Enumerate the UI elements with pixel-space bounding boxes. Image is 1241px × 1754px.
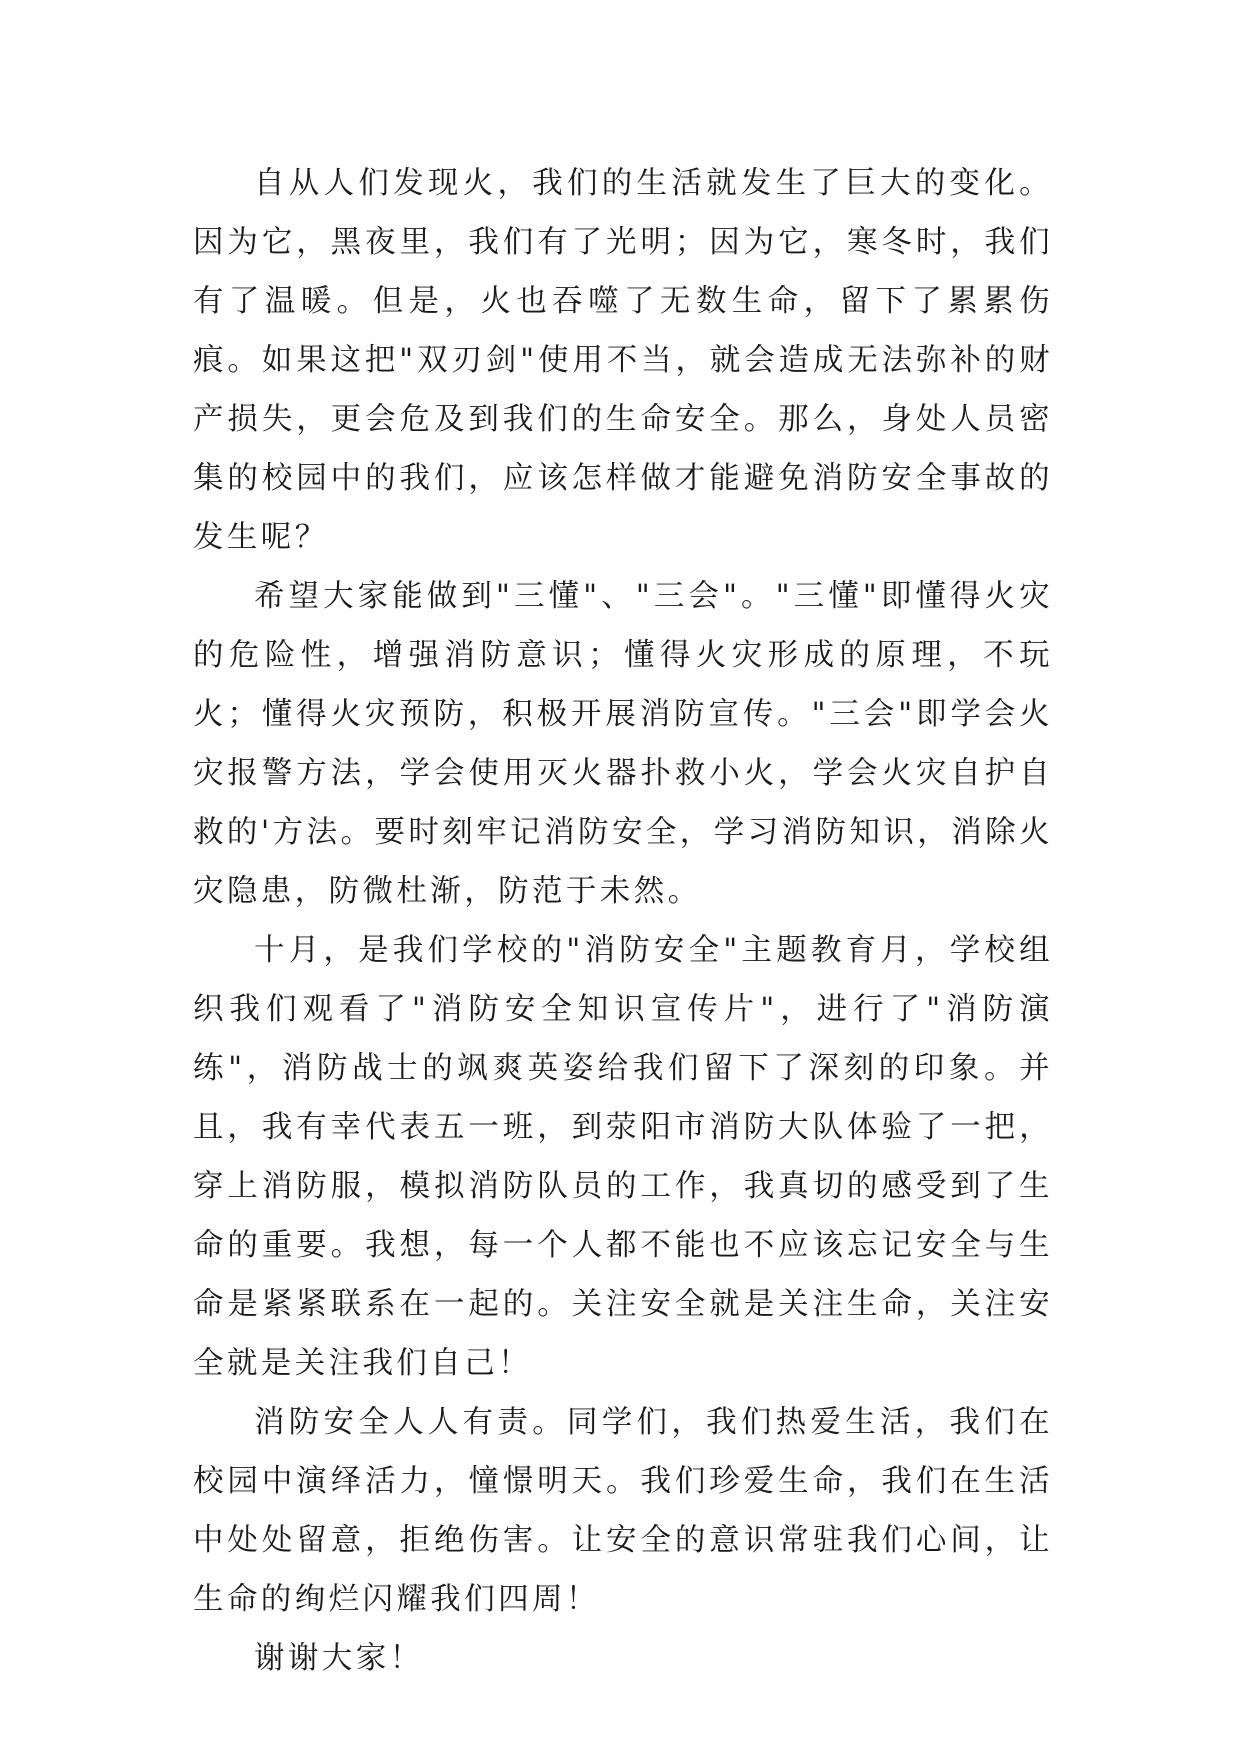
paragraph-intro: 自从人们发现火，我们的生活就发生了巨大的变化。因为它，黑夜里，我们有了光明；因为它，寒冬时，我们有了温暖。但是，火也吞噬了无数生命，留下了累累伤痕。如果这把"双刃剑"使用不当，就会造成无法弥补的财产损失，更会危及到我们的生命安全。那么，身处人员密集的校园中的我们，应该怎样做才能避免消防安全事故的发生呢？: [193, 166, 1053, 555]
paragraph-responsibility: 消防安全人人有责。同学们，我们热爱生活，我们在校园中演绎活力，憧憬明天。我们珍爱生命，我们在生活中处处留意，拒绝伤害。让安全的意识常驻我们心间，让生命的绚烂闪耀我们四周！: [193, 1405, 1053, 1617]
paragraph-october-fire-safety-month: 十月，是我们学校的"消防安全"主题教育月，学校组织我们观看了"消防安全知识宣传片"，进行了"消防演练"，消防战士的飒爽英姿给我们留下了深刻的印象。并且，我有幸代表五一班，到荥阳市消防大队体验了一把，穿上消防服，模拟消防队员的工作，我真切的感受到了生命的重要。我想，每一个人都不能也不应该忘记安全与生命是紧紧联系在一起的。关注安全就是关注生命，关注安全就是关注我们自己！: [193, 933, 1053, 1381]
paragraph-three-knows-three-cans: 希望大家能做到"三懂"、"三会"。"三懂"即懂得火灾的危险性，增强消防意识；懂得火灾形成的原理，不玩火；懂得火灾预防，积极开展消防宣传。"三会"即学会火灾报警方法，学会使用灭火器扑救小火，学会火灾自护自救的'方法。要时刻牢记消防安全，学习消防知识，消除火灾隐患，防微杜渐，防范于未然。: [193, 579, 1053, 909]
document-body: [193, 154, 1053, 1688]
paragraph-thanks: 谢谢大家！: [254, 1641, 424, 1676]
